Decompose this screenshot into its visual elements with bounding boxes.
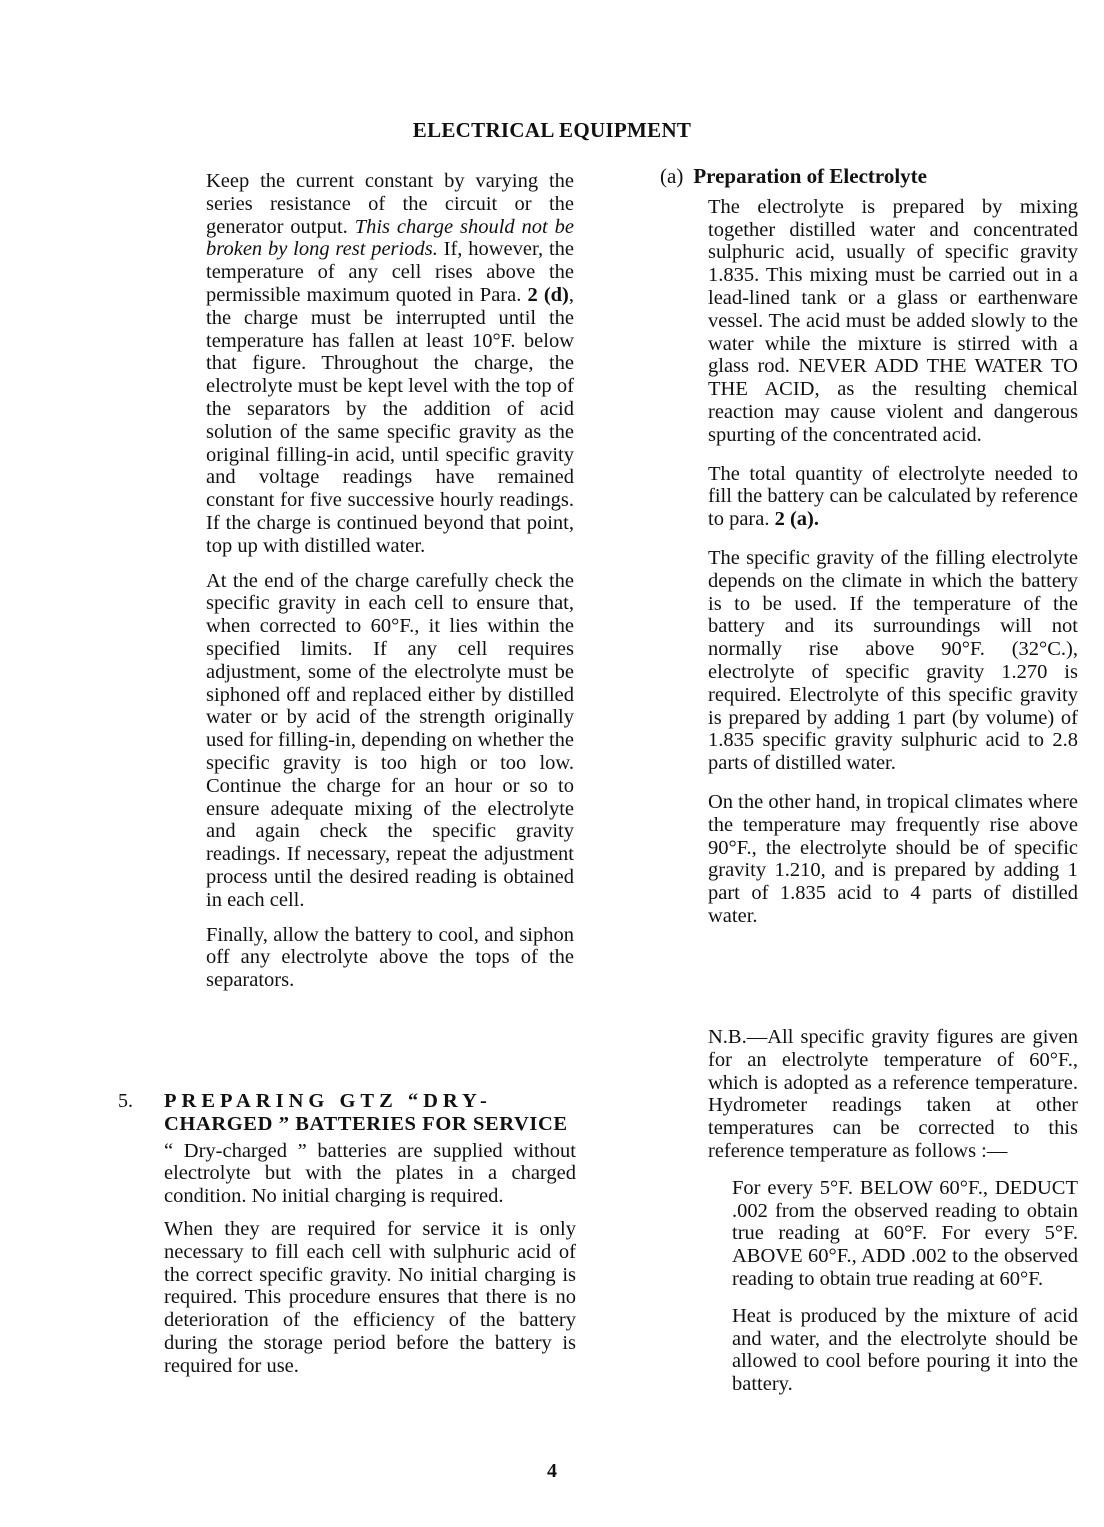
left-paragraph-3: Finally, allow the battery to cool, and siphon off any electrolyte above the tops of the separators.	[206, 923, 574, 992]
nb-paragraph-3: Heat is produced by the mixture of acid and water, and the electrolyte should be allowed to cool before pouring it into the battery.	[732, 1304, 1078, 1396]
left-paragraph-1: Keep the current constant by varying the series resistance of the circuit or the generator output. This charge should not be broken by long rest periods. If, however, the temperature of any cell rises above the permissible maximum quoted in Para. 2 (d), the charge must be interrupted until the temperature has fallen at least 10°F. below that figure. Throughout the charge, the electrolyte must be kept level with the top of the separators by the addition of acid solution of the same specific gravity as the original filling-in acid, until specific gravity and voltage readings have remained constant for five successive hourly readings. If the charge is continued beyond that point, top up with distilled water.	[206, 170, 575, 557]
right-paragraph-4: On the other hand, in tropical climates where the temperature may frequently rise above 90°F., the electrolyte should be of specific gravity 1.210, and is prepared by adding 1 part of 1.835 acid to 4 parts of distilled water.	[708, 790, 1079, 927]
right-paragraph-1: The electrolyte is prepared by mixing together distilled water and concentrated sulphuric acid, usually of specific gravity 1.835. This mixing must be carried out in a lead-lined tank or a glass or earthenware vessel. The acid must be added slowly to the water while the mixture is stirred with a glass rod. NEVER ADD THE WATER TO THE ACID, as the resulting chemical reaction may cause violent and dangerous spurting of the concentrated acid.	[708, 195, 1078, 446]
right-paragraph-3: The specific gravity of the filling electrolyte depends on the climate in which the battery is to be used. If the temperature of the battery and its surroundings will not normally rise above 90°F. (32°C.), electrolyte of specific gravity 1.270 is required. Electrolyte of this specific gravity is prepared by adding 1 part (by volume) of 1.835 specific gravity sulphuric acid to 2.8 parts of distilled water.	[708, 546, 1078, 775]
section5-paragraph-1: “ Dry-charged ” batteries are supplied without electrolyte but with the plates in a charged condition. No initial charging is required.	[164, 1139, 576, 1208]
section-5	[118, 1090, 578, 1388]
right-paragraph-2: The total quantity of electrolyte needed to fill the battery can be calculated by reference to para. 2 (a).	[708, 462, 1078, 531]
page-number: 4	[547, 1460, 557, 1482]
right-column	[660, 165, 1080, 944]
subsection-heading: (a) Preparation of Electrolyte	[660, 164, 927, 188]
section5-paragraph-2: When they are required for service it is only necessary to fill each cell with sulphuric acid of the correct specific gravity. No initial charging is required. This procedure ensures that there is no deterioration of the efficiency of the battery during the storage period before the battery is required for use.	[164, 1217, 576, 1377]
left-column	[206, 170, 574, 1004]
nb-paragraph-2: For every 5°F. BELOW 60°F., DEDUCT .002 from the observed reading to obtain true reading at 60°F. For every 5°F. ABOVE 60°F., ADD .002 to the observed reading to obtain true reading at 60°F.	[732, 1176, 1078, 1290]
section-title: PREPARING GTZ “DRY- CHARGED ” BATTERIES FOR SERVICE	[164, 1090, 568, 1135]
left-paragraph-2: At the end of the charge carefully check the specific gravity in each cell to ensure that, when corrected to 60°F., it lies within the specified limits. If any cell requires adjustment, some of the electrolyte must be siphoned off and replaced either by distilled water or by acid of the strength originally used for filling-in, depending on whether the specific gravity is too high or too low. Continue the charge for an hour or so to ensure adequate mixing of the electrolyte and again check the specific gravity readings. If necessary, repeat the adjustment process until the desired reading is obtained in each cell.	[206, 569, 574, 911]
nb-paragraph-1: N.B.—All specific gravity figures are given for an electrolyte temperature of 60°F., which is adopted as a reference temperature. Hydrometer readings taken at other temperatures can be corrected to this reference temperature as follows :—	[708, 1026, 1078, 1162]
nb-note	[708, 1026, 1078, 1410]
section-number: 5.	[118, 1090, 133, 1112]
page-header: ELECTRICAL EQUIPMENT	[412, 118, 692, 142]
